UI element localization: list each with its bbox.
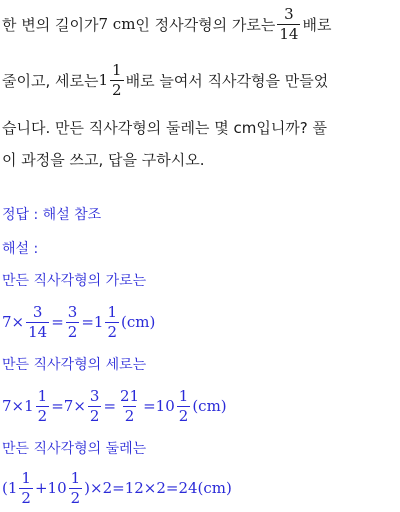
solution-heading [2, 236, 398, 260]
eq-unit: (cm) [192, 397, 227, 415]
problem-line-4 [2, 146, 398, 172]
fraction [277, 4, 300, 43]
equation-2 [2, 384, 398, 428]
fraction-numerator: 1 [37, 386, 48, 405]
fraction-denominator: 2 [112, 80, 122, 99]
equation-3 [2, 466, 398, 510]
solution-step-1 [2, 268, 398, 292]
solution-step-3 [2, 436, 398, 460]
eq-part: (1 [2, 479, 18, 497]
fraction-numerator: 1 [70, 468, 81, 487]
fraction-denominator: 2 [21, 488, 31, 507]
fraction-numerator: 1 [112, 60, 122, 79]
eq-part: =7× [51, 397, 86, 415]
fraction-denominator: 14 [279, 24, 299, 43]
fraction [19, 468, 33, 507]
fraction-numerator: 3 [67, 302, 78, 321]
fraction-numerator: 21 [120, 386, 140, 405]
problem-line-2 [2, 58, 398, 102]
solution-text: 만든 직사각형의 둘레는 [2, 441, 147, 457]
problem-text: 배로 [302, 15, 332, 34]
answer-label-text: 정답 : 해설 참조 [2, 207, 102, 223]
fraction-denominator: 2 [89, 406, 100, 425]
fraction [26, 302, 49, 341]
fraction-denominator: 2 [178, 406, 189, 425]
fraction [105, 302, 119, 341]
fraction-denominator: 2 [107, 322, 118, 341]
problem-text: 줄이고, 세로는 [2, 71, 99, 90]
fraction [36, 386, 50, 425]
eq-part: = [51, 313, 64, 331]
eq-part: )×2=12×2=24(cm) [84, 479, 232, 497]
problem-line-3 [2, 114, 398, 140]
fraction-numerator: 3 [284, 4, 294, 23]
fraction [66, 302, 80, 341]
answer-label [2, 202, 398, 226]
fraction-denominator: 2 [70, 488, 81, 507]
problem-text: 습니다. 만든 직사각형의 둘레는 몇 cm입니까? 풀 [2, 118, 328, 137]
fraction-denominator: 14 [28, 322, 48, 341]
eq-part: =10 [143, 397, 175, 415]
fraction-denominator: 2 [124, 406, 135, 425]
fraction-denominator: 2 [37, 406, 48, 425]
problem-line-1 [2, 2, 398, 46]
fraction-numerator: 1 [107, 302, 118, 321]
eq-part: 7× [2, 313, 25, 331]
fraction-numerator: 3 [89, 386, 100, 405]
eq-part: 7×1 [2, 397, 34, 415]
eq-unit: (cm) [121, 313, 156, 331]
fraction-denominator: 2 [67, 322, 78, 341]
problem-text: 배로 늘여서 직사각형을 만들었 [125, 71, 329, 90]
solution-step-2 [2, 352, 398, 376]
fraction-numerator: 3 [32, 302, 43, 321]
fraction-numerator: 1 [21, 468, 31, 487]
equation-1 [2, 300, 398, 344]
fraction [110, 60, 124, 99]
eq-part: =1 [81, 313, 104, 331]
eq-part: +10 [34, 479, 67, 497]
solution-text: 만든 직사각형의 가로는 [2, 273, 147, 289]
problem-text: 한 변의 길이가 [2, 15, 99, 34]
fraction-numerator: 1 [178, 386, 189, 405]
solution-text: 만든 직사각형의 세로는 [2, 357, 147, 373]
fraction [88, 386, 102, 425]
solution-heading-text: 해설 : [2, 241, 39, 257]
fraction [177, 386, 191, 425]
side-length: 7 cm [98, 15, 136, 33]
fraction [69, 468, 83, 507]
mixed-whole: 1 [98, 71, 109, 89]
problem-text: 이 과정을 쓰고, 답을 구하시오. [2, 150, 205, 169]
problem-text: 인 정사각형의 가로는 [135, 15, 276, 34]
fraction [118, 386, 141, 425]
eq-part: = [103, 397, 117, 415]
